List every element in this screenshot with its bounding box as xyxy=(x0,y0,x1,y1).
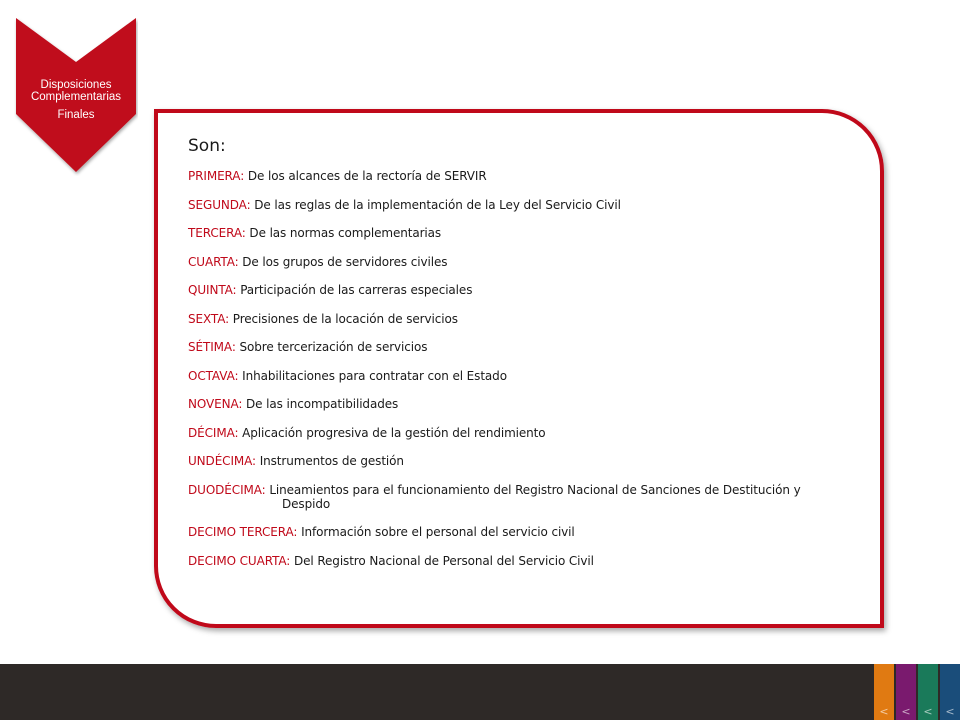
nav-stripes xyxy=(872,664,960,720)
list-item xyxy=(188,226,864,240)
item-text: Del Registro Nacional de Personal del Servicio Civil xyxy=(290,553,594,568)
item-key: DÉCIMA: xyxy=(188,425,239,440)
item-text: De las incompatibilidades xyxy=(242,397,399,411)
item-key: DUODÉCIMA: xyxy=(188,482,266,497)
item-key: OCTAVA: xyxy=(188,368,239,383)
item-key: SEXTA: xyxy=(188,311,230,326)
section-badge xyxy=(14,18,138,176)
item-key: QUINTA: xyxy=(188,283,237,297)
content-area xyxy=(188,136,864,582)
intro-heading: Son: xyxy=(188,136,226,156)
chevron-left-icon: < xyxy=(879,705,889,718)
list-item xyxy=(188,169,864,183)
item-text: Información sobre el personal del servicio civil xyxy=(297,525,575,539)
list-item xyxy=(188,397,864,411)
nav-back-button[interactable] xyxy=(940,664,960,720)
item-key: PRIMERA: xyxy=(188,169,245,183)
item-key: CUARTA: xyxy=(188,254,239,269)
chevron-left-icon: < xyxy=(923,705,933,718)
list-item xyxy=(188,312,864,326)
nav-back-button[interactable] xyxy=(896,664,916,720)
item-text: Aplicación progresiva de la gestión del rendimiento xyxy=(238,425,546,440)
item-text: Participación de las carreras especiales xyxy=(236,283,473,297)
list-item xyxy=(188,198,864,212)
item-key: SEGUNDA: xyxy=(188,197,251,212)
badge-line-2: Complementarias xyxy=(30,91,122,103)
chevron-left-icon: < xyxy=(945,705,955,718)
item-key: DECIMO CUARTA: xyxy=(188,553,291,568)
footer-bar xyxy=(0,664,960,720)
chevron-left-icon: < xyxy=(901,705,911,718)
list-item xyxy=(188,426,864,440)
item-key: NOVENA: xyxy=(188,397,243,411)
item-key: SÉTIMA: xyxy=(188,340,236,354)
list-item xyxy=(188,283,864,297)
item-text: Precisiones de la locación de servicios xyxy=(229,311,458,326)
list-item xyxy=(188,369,864,383)
item-text: De los alcances de la rectoría de SERVIR xyxy=(244,169,487,183)
item-text: De las reglas de la implementación de la Ley del Servicio Civil xyxy=(250,197,621,212)
nav-back-button[interactable] xyxy=(918,664,938,720)
item-text: Instrumentos de gestión xyxy=(256,454,404,468)
nav-back-button[interactable] xyxy=(874,664,894,720)
list-item xyxy=(188,255,864,269)
badge-line-3: Finales xyxy=(57,109,95,121)
list-item xyxy=(188,340,864,354)
list-item xyxy=(188,525,864,539)
item-text: Lineamientos para el funcionamiento del Registro Nacional de Sanciones de Destitución y xyxy=(265,482,801,497)
item-text-continuation: Despido xyxy=(282,496,331,511)
item-text: De los grupos de servidores civiles xyxy=(238,254,448,269)
badge-line-1: Disposiciones xyxy=(40,79,112,91)
item-text: De las normas complementarias xyxy=(245,226,442,240)
item-key: UNDÉCIMA: xyxy=(188,454,256,468)
list-item xyxy=(188,454,864,468)
list-item xyxy=(188,483,864,511)
item-text: Sobre tercerización de servicios xyxy=(235,340,428,354)
item-key: TERCERA: xyxy=(188,226,246,240)
item-key: DECIMO TERCERA: xyxy=(188,525,298,539)
provisions-list xyxy=(188,169,864,568)
badge-title xyxy=(14,79,138,121)
list-item xyxy=(188,554,864,568)
item-text: Inhabilitaciones para contratar con el Estado xyxy=(238,368,507,383)
